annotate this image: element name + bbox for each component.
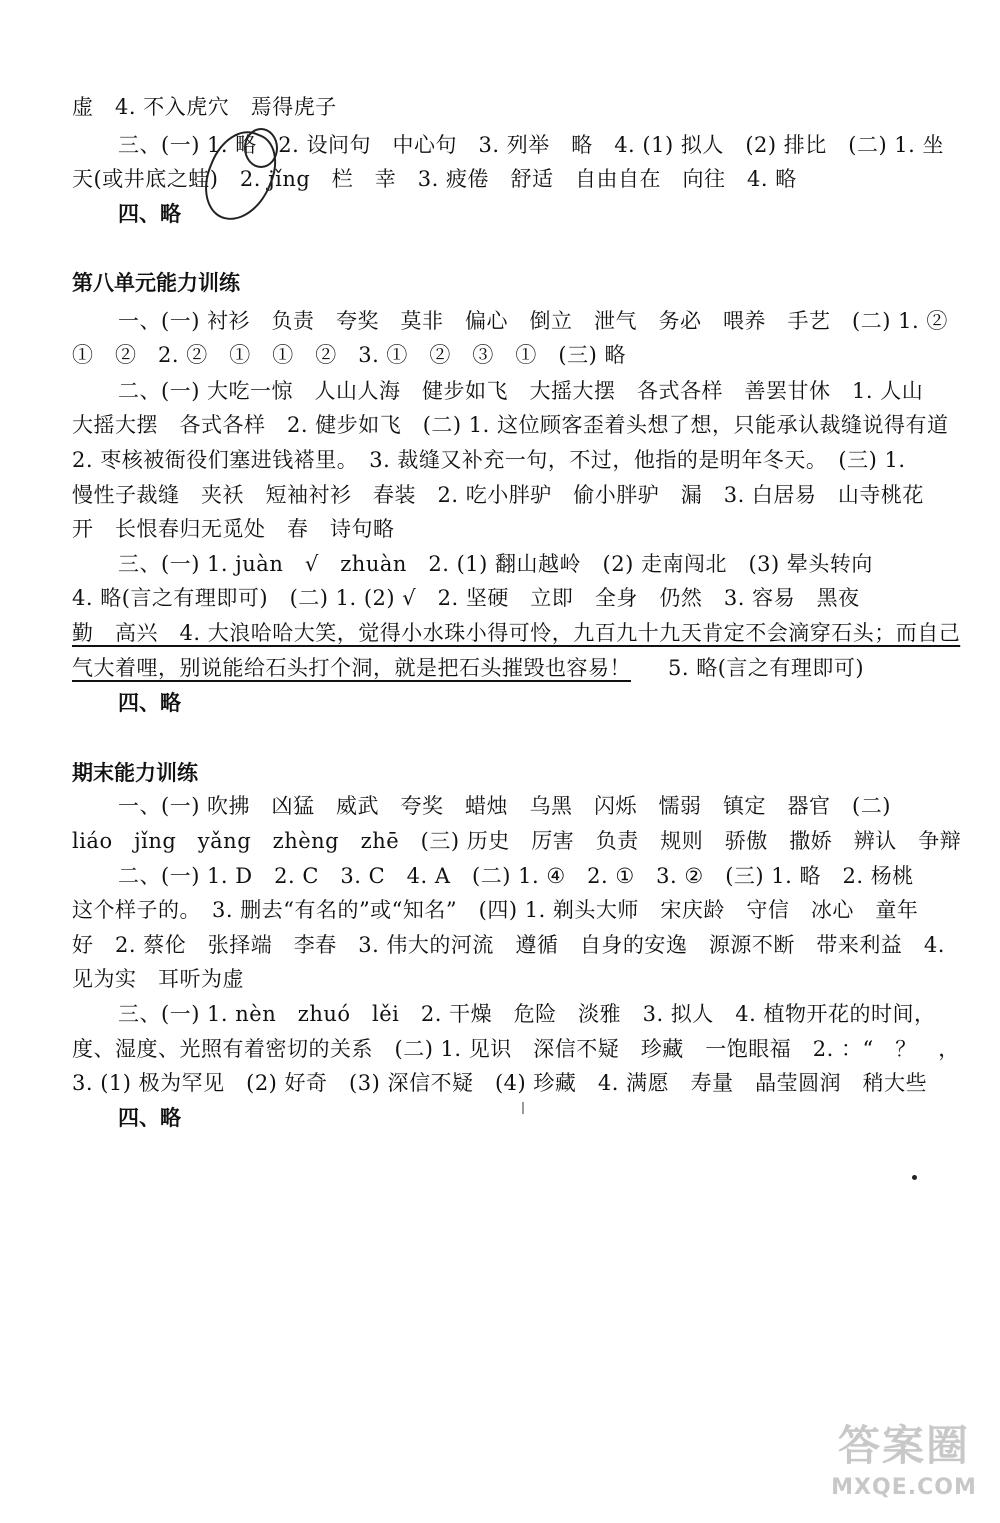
text-line: 开 长恨春归无觅处 春 诗句略: [72, 517, 395, 541]
section-heading-final: 期末能力训练: [72, 761, 198, 785]
section-label: 四、略: [118, 1105, 181, 1130]
text-line: 一、(一) 衬衫 负责 夸奖 莫非 偏心 倒立 泄气 务必 喂养 手艺 (二) 1. ②: [118, 309, 948, 333]
text-line: 二、(一) 大吃一惊 人山人海 健步如飞 大摇大摆 各式各样 善罢甘休 1. 人山: [118, 379, 924, 403]
section-heading-unit8: 第八单元能力训练: [72, 271, 240, 295]
text-line: 三、(一) 1. juàn √ zhuàn 2. (1) 翻山越岭 (2) 走南闯北 (3) 晕头转向: [118, 552, 873, 576]
text-line: 三、(一) 1. nèn zhuó lěi 2. 干燥 危险 淡雅 3. 拟人 4. 植物开花的时间，: [118, 1002, 936, 1026]
handwritten-circle-mark: [244, 128, 278, 168]
text-line: ① ② 2. ② ① ① ② 3. ① ② ③ ① (三) 略: [72, 343, 626, 367]
text-line: 2. 枣核被衙役们塞进钱褡里。 3. 裁缝又补充一句，不过，他指的是明年冬天。 (三) 1.: [72, 448, 906, 472]
text-line: 三、(一) 1. 略 2. 设问句 中心句 3. 列举 略 4. (1) 拟人 (2) 排比 (二) 1. 坐: [118, 133, 945, 157]
text-line: 二、(一) 1. D 2. C 3. C 4. A (二) 1. ④ 2. ① 3. ② (三) 1. 略 2. 杨桃: [118, 864, 914, 888]
text-line: 天(或井底之蛙) 2. jǐng 栏 幸 3. 疲倦 舒适 自由自在 向往 4. 略: [72, 167, 797, 191]
text-line: 5. 略(言之有理即可): [668, 656, 865, 680]
text-line: 3. (1) 极为罕见 (2) 好奇 (3) 深信不疑 (4) 珍藏 4. 满愿 寿量 晶莹圆润 稍大些: [72, 1071, 928, 1095]
scan-speck: [522, 1102, 524, 1114]
text-line-underlined: 勤 高兴 4. 大浪哈哈大笑，觉得小水珠小得可怜，九百九十九天肯定不会滴穿石头；而自己: [72, 621, 961, 645]
text-line: liáo jǐng yǎng zhèng zhē (三) 历史 厉害 负责 规则 骄傲 撒娇 辨认 争辩: [72, 829, 962, 853]
text-line: 大摇大摆 各式各样 2. 健步如飞 (二) 1. 这位顾客歪着头想了想，只能承认裁缝说得有道: [72, 413, 949, 437]
scan-speck: [912, 1175, 917, 1180]
text-line: 好 2. 蔡伦 张择端 李春 3. 伟大的河流 遵循 自身的安逸 源源不断 带来利益 4.: [72, 933, 945, 957]
watermark-url: MXQE.COM: [831, 1475, 977, 1500]
section-label: 四、略: [118, 201, 181, 226]
text-line: 度、湿度、光照有着密切的关系 (二) 1. 见识 深信不疑 珍藏 一饱眼福 2. ：“ ？ ，: [72, 1037, 960, 1061]
text-line: 这个样子的。 3. 删去“有名的”或“知名” (四) 1. 剃头大师 宋庆龄 守信 冰心 童年: [72, 898, 919, 922]
text-line: 见为实 耳听为虚: [72, 967, 244, 991]
text-line: 慢性子裁缝 夹袄 短袖衬衫 春装 2. 吃小胖驴 偷小胖驴 漏 3. 白居易 山寺桃花: [72, 483, 924, 507]
text-line: 一、(一) 吹拂 凶猛 威武 夸奖 蜡烛 乌黑 闪烁 懦弱 镇定 器官 (二): [118, 794, 891, 818]
watermark-logo: 答案圈: [837, 1421, 970, 1470]
text-line: 虚 4. 不入虎穴 焉得虎子: [72, 95, 337, 119]
text-line-underlined: 气大着哩，别说能给石头打个洞，就是把石头摧毁也容易！: [72, 656, 631, 680]
text-line: 4. 略(言之有理即可) (二) 1. (2) √ 2. 坚硬 立即 全身 仍然 3. 容易 黑夜: [72, 586, 860, 610]
watermark: [814, 1418, 994, 1514]
section-label: 四、略: [118, 690, 181, 715]
